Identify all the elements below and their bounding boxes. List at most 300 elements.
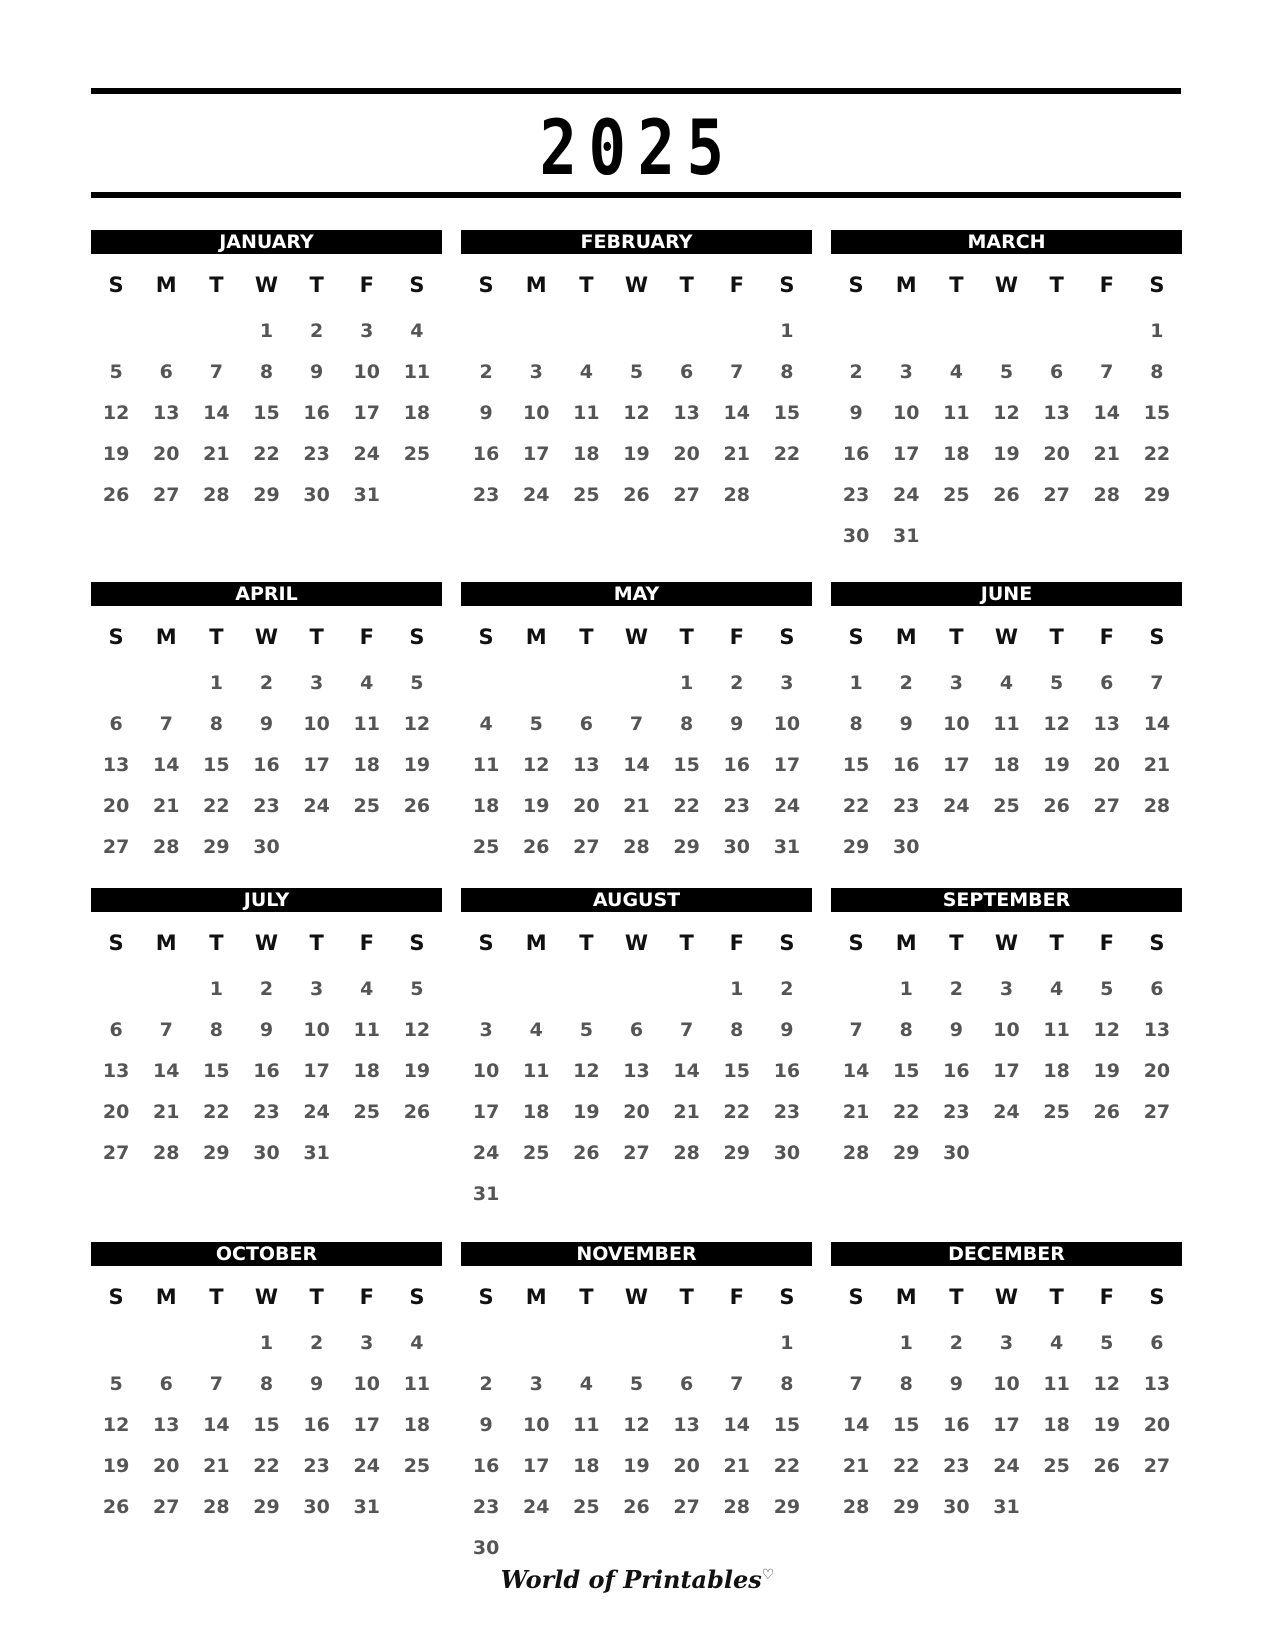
- day-cell: 25: [993, 795, 1020, 817]
- day-cell: 4: [999, 672, 1014, 694]
- week-row: [461, 393, 812, 434]
- day-cell: 11: [573, 402, 600, 424]
- weekday-label: M: [155, 273, 177, 297]
- week-row: [831, 1092, 1182, 1133]
- day-cell: [141, 663, 191, 704]
- day-cell: 1: [780, 1332, 794, 1354]
- day-cell: 22: [842, 795, 870, 817]
- day-cell: 11: [353, 1019, 380, 1041]
- day-cell: [1082, 516, 1132, 557]
- day-cell: 8: [780, 361, 794, 383]
- day-cell: 4: [410, 320, 424, 342]
- day-cell: 24: [522, 1496, 550, 1518]
- day-cell: 17: [993, 1060, 1020, 1082]
- day-grid: [461, 663, 812, 868]
- day-cell: 13: [1093, 713, 1120, 735]
- weekday-label: M: [525, 273, 547, 297]
- day-cell: 10: [303, 713, 330, 735]
- week-row: [91, 1446, 442, 1487]
- day-cell: 9: [259, 713, 274, 735]
- week-row: [461, 1364, 812, 1405]
- day-cell: 27: [1093, 795, 1120, 817]
- day-cell: 18: [403, 1414, 431, 1436]
- day-cell: [561, 969, 611, 1010]
- day-cell: 21: [842, 1101, 870, 1123]
- week-row: [831, 663, 1182, 704]
- weekday-label: S: [779, 931, 795, 955]
- weekday-label: T: [579, 625, 594, 649]
- day-cell: 22: [892, 1101, 920, 1123]
- day-cell: 15: [892, 1060, 920, 1082]
- day-cell: 12: [1093, 1373, 1120, 1395]
- weekday-label: M: [525, 931, 547, 955]
- day-cell: 31: [892, 525, 920, 547]
- day-cell: 20: [152, 1455, 180, 1477]
- month-october: [91, 1242, 442, 1528]
- day-cell: 19: [102, 1455, 130, 1477]
- day-cell: 25: [1043, 1455, 1070, 1477]
- day-cell: [91, 969, 141, 1010]
- weekday-label: S: [108, 625, 124, 649]
- weekday-label: T: [209, 625, 224, 649]
- weekday-label: W: [994, 625, 1019, 649]
- day-cell: [981, 311, 1031, 352]
- day-cell: 29: [723, 1142, 750, 1164]
- day-cell: 6: [1100, 672, 1114, 694]
- day-cell: 21: [723, 443, 750, 465]
- week-row: [461, 1133, 812, 1174]
- top-rule: [91, 88, 1181, 94]
- week-row: [91, 786, 442, 827]
- day-cell: 5: [629, 361, 644, 383]
- day-cell: 4: [410, 1332, 424, 1354]
- day-cell: 26: [1093, 1455, 1120, 1477]
- day-cell: 9: [259, 1019, 274, 1041]
- week-row: [461, 827, 812, 868]
- day-cell: 1: [849, 672, 863, 694]
- day-cell: 31: [773, 836, 801, 858]
- day-cell: 24: [892, 484, 920, 506]
- day-cell: 7: [849, 1373, 863, 1395]
- day-cell: 23: [943, 1455, 970, 1477]
- day-cell: 25: [522, 1142, 550, 1164]
- weekday-label: W: [254, 273, 279, 297]
- day-cell: 27: [102, 1142, 130, 1164]
- day-cell: 26: [1043, 795, 1070, 817]
- week-row: [831, 1446, 1182, 1487]
- weekday-label: T: [1049, 1285, 1064, 1309]
- day-cell: 1: [209, 672, 223, 694]
- day-cell: 7: [1150, 672, 1164, 694]
- week-row: [831, 1010, 1182, 1051]
- week-row: [91, 1323, 442, 1364]
- weekday-label: T: [949, 931, 964, 955]
- day-cell: [981, 1133, 1031, 1174]
- week-row: [91, 1051, 442, 1092]
- day-cell: [292, 827, 342, 868]
- weekday-label: S: [409, 1285, 425, 1309]
- day-cell: 14: [152, 754, 180, 776]
- day-cell: 19: [403, 1060, 431, 1082]
- day-cell: [561, 663, 611, 704]
- brand-logo: [0, 1565, 1275, 1594]
- day-cell: [191, 1323, 241, 1364]
- day-cell: 2: [310, 320, 324, 342]
- day-cell: [561, 1528, 611, 1569]
- day-cell: 6: [1150, 1332, 1164, 1354]
- weekday-label: M: [155, 1285, 177, 1309]
- day-cell: 18: [1043, 1060, 1070, 1082]
- week-row: [91, 1133, 442, 1174]
- day-cell: [662, 1323, 712, 1364]
- day-cell: 7: [1100, 361, 1114, 383]
- week-row: [831, 827, 1182, 868]
- day-cell: 1: [259, 1332, 274, 1354]
- month-title: MAY: [461, 582, 812, 606]
- day-cell: 3: [999, 978, 1014, 1000]
- day-cell: 20: [102, 795, 130, 817]
- day-cell: 6: [680, 361, 694, 383]
- day-cell: 10: [943, 713, 970, 735]
- day-cell: 19: [623, 443, 650, 465]
- day-cell: 8: [899, 1019, 913, 1041]
- month-title: MARCH: [831, 230, 1182, 254]
- month-title: NOVEMBER: [461, 1242, 812, 1266]
- weekday-label: T: [1049, 931, 1064, 955]
- weekday-label: F: [359, 625, 374, 649]
- month-title: JUNE: [831, 582, 1182, 606]
- day-cell: 21: [723, 1455, 750, 1477]
- day-cell: 23: [723, 795, 750, 817]
- week-row: [461, 475, 812, 516]
- day-cell: 9: [899, 713, 913, 735]
- day-cell: 17: [472, 1101, 500, 1123]
- month-title: OCTOBER: [91, 1242, 442, 1266]
- day-cell: 14: [842, 1414, 870, 1436]
- day-cell: 22: [773, 443, 801, 465]
- day-cell: 18: [943, 443, 970, 465]
- day-cell: 31: [353, 484, 380, 506]
- day-cell: 5: [410, 978, 424, 1000]
- day-cell: 17: [773, 754, 801, 776]
- day-cell: 5: [999, 361, 1014, 383]
- day-grid: [461, 1323, 812, 1569]
- day-cell: 9: [479, 402, 493, 424]
- day-cell: 23: [253, 1101, 280, 1123]
- day-cell: 15: [253, 1414, 280, 1436]
- day-cell: 20: [152, 443, 180, 465]
- day-cell: [511, 1323, 561, 1364]
- day-cell: [1132, 1487, 1182, 1528]
- week-row: [91, 745, 442, 786]
- week-row: [831, 745, 1182, 786]
- weekday-label: T: [949, 273, 964, 297]
- day-cell: 9: [849, 402, 863, 424]
- week-row: [831, 704, 1182, 745]
- day-cell: 12: [573, 1060, 600, 1082]
- day-cell: 19: [1093, 1414, 1120, 1436]
- day-cell: 13: [152, 1414, 180, 1436]
- day-cell: 18: [573, 443, 600, 465]
- weekday-header: [461, 271, 812, 299]
- day-cell: 3: [479, 1019, 493, 1041]
- day-cell: 16: [253, 1060, 280, 1082]
- day-cell: 18: [1043, 1414, 1070, 1436]
- day-cell: 18: [353, 1060, 380, 1082]
- weekday-label: W: [254, 625, 279, 649]
- day-grid: [91, 311, 442, 516]
- week-row: [461, 1323, 812, 1364]
- weekday-label: T: [1049, 625, 1064, 649]
- day-cell: 14: [1143, 713, 1171, 735]
- day-cell: 10: [353, 361, 380, 383]
- day-cell: 30: [303, 484, 330, 506]
- day-cell: 22: [203, 795, 230, 817]
- day-cell: [712, 1323, 762, 1364]
- day-cell: 11: [522, 1060, 550, 1082]
- day-cell: 25: [943, 484, 970, 506]
- day-cell: 16: [472, 1455, 500, 1477]
- weekday-label: F: [359, 1285, 374, 1309]
- day-cell: 26: [573, 1142, 600, 1164]
- day-cell: 10: [993, 1019, 1020, 1041]
- day-cell: 30: [943, 1142, 970, 1164]
- weekday-label: S: [409, 625, 425, 649]
- day-cell: 25: [403, 1455, 431, 1477]
- day-cell: [831, 311, 881, 352]
- week-row: [461, 1446, 812, 1487]
- day-cell: 26: [102, 1496, 130, 1518]
- day-cell: [831, 969, 881, 1010]
- day-cell: [141, 1323, 191, 1364]
- weekday-label: F: [1099, 273, 1114, 297]
- week-row: [91, 1010, 442, 1051]
- day-cell: 19: [403, 754, 431, 776]
- day-cell: 25: [472, 836, 500, 858]
- day-grid: [91, 1323, 442, 1528]
- day-cell: 9: [310, 1373, 324, 1395]
- day-cell: 11: [403, 361, 431, 383]
- day-cell: 26: [1093, 1101, 1120, 1123]
- day-cell: 2: [479, 361, 493, 383]
- day-cell: 1: [1150, 320, 1164, 342]
- day-cell: 28: [723, 484, 750, 506]
- month-title: AUGUST: [461, 888, 812, 912]
- week-row: [831, 311, 1182, 352]
- day-cell: 24: [993, 1455, 1020, 1477]
- day-cell: 17: [303, 754, 330, 776]
- weekday-label: F: [729, 273, 744, 297]
- day-cell: 9: [310, 361, 324, 383]
- week-row: [91, 827, 442, 868]
- week-row: [831, 1051, 1182, 1092]
- day-cell: 19: [1043, 754, 1070, 776]
- day-cell: 20: [673, 1455, 700, 1477]
- day-cell: [511, 663, 561, 704]
- day-cell: 21: [203, 1455, 230, 1477]
- week-row: [831, 475, 1182, 516]
- day-cell: 19: [993, 443, 1020, 465]
- day-cell: 6: [629, 1019, 644, 1041]
- day-cell: 22: [1143, 443, 1171, 465]
- day-cell: 21: [152, 1101, 180, 1123]
- day-cell: 30: [773, 1142, 801, 1164]
- day-cell: 14: [152, 1060, 180, 1082]
- day-cell: 3: [360, 1332, 374, 1354]
- day-cell: 12: [102, 402, 130, 424]
- week-row: [461, 663, 812, 704]
- day-cell: 2: [949, 978, 963, 1000]
- month-november: [461, 1242, 812, 1569]
- day-cell: 29: [203, 1142, 230, 1164]
- day-cell: 25: [573, 1496, 600, 1518]
- weekday-label: S: [478, 931, 494, 955]
- day-cell: 1: [899, 978, 913, 1000]
- day-cell: 14: [842, 1060, 870, 1082]
- day-cell: [1132, 827, 1182, 868]
- day-grid: [461, 969, 812, 1215]
- weekday-label: F: [729, 625, 744, 649]
- weekday-label: W: [254, 931, 279, 955]
- day-cell: 16: [303, 402, 330, 424]
- day-cell: 27: [152, 1496, 180, 1518]
- day-cell: 11: [1043, 1019, 1070, 1041]
- day-cell: 11: [472, 754, 500, 776]
- week-row: [831, 1405, 1182, 1446]
- day-cell: [712, 1174, 762, 1215]
- day-cell: 15: [1143, 402, 1171, 424]
- day-cell: 6: [109, 1019, 123, 1041]
- day-cell: 27: [1043, 484, 1070, 506]
- day-cell: 8: [259, 1373, 274, 1395]
- day-cell: 12: [403, 1019, 431, 1041]
- day-cell: [1032, 1133, 1082, 1174]
- day-cell: [762, 475, 812, 516]
- day-grid: [91, 663, 442, 868]
- day-cell: [1082, 827, 1132, 868]
- day-cell: [392, 475, 442, 516]
- day-cell: 3: [529, 361, 543, 383]
- weekday-label: T: [309, 625, 324, 649]
- day-cell: 12: [993, 402, 1020, 424]
- day-cell: [1032, 1487, 1082, 1528]
- day-cell: 15: [723, 1060, 750, 1082]
- week-row: [91, 475, 442, 516]
- weekday-header: [461, 623, 812, 651]
- day-cell: 28: [152, 1142, 180, 1164]
- day-cell: 16: [253, 754, 280, 776]
- month-january: [91, 230, 442, 516]
- day-cell: 13: [1143, 1019, 1171, 1041]
- day-cell: [931, 827, 981, 868]
- day-cell: [1032, 516, 1082, 557]
- day-cell: 22: [723, 1101, 750, 1123]
- day-cell: 6: [159, 1373, 173, 1395]
- weekday-label: W: [254, 1285, 279, 1309]
- weekday-label: T: [579, 931, 594, 955]
- weekday-label: M: [155, 931, 177, 955]
- day-cell: 30: [472, 1537, 500, 1559]
- day-cell: 2: [899, 672, 913, 694]
- weekday-label: S: [108, 931, 124, 955]
- weekday-header: [831, 1283, 1182, 1311]
- day-cell: [141, 969, 191, 1010]
- day-cell: 28: [203, 484, 230, 506]
- day-cell: [611, 311, 661, 352]
- day-cell: [191, 311, 241, 352]
- week-row: [461, 1010, 812, 1051]
- day-cell: 2: [310, 1332, 324, 1354]
- day-cell: 29: [253, 1496, 280, 1518]
- week-row: [91, 663, 442, 704]
- day-cell: 16: [773, 1060, 801, 1082]
- day-cell: 23: [773, 1101, 801, 1123]
- day-cell: 22: [773, 1455, 801, 1477]
- day-cell: 27: [673, 1496, 700, 1518]
- weekday-label: T: [579, 1285, 594, 1309]
- day-grid: [831, 311, 1182, 557]
- day-cell: [392, 1133, 442, 1174]
- heart-icon: ♡: [761, 1567, 775, 1583]
- weekday-label: W: [624, 931, 649, 955]
- weekday-label: F: [1099, 625, 1114, 649]
- day-cell: [392, 1487, 442, 1528]
- day-grid: [91, 969, 442, 1174]
- day-cell: 12: [1043, 713, 1070, 735]
- day-cell: 14: [723, 402, 750, 424]
- week-row: [461, 1405, 812, 1446]
- day-cell: [1032, 827, 1082, 868]
- week-row: [831, 434, 1182, 475]
- day-cell: 12: [1093, 1019, 1120, 1041]
- day-cell: 28: [842, 1142, 870, 1164]
- day-cell: [1032, 311, 1082, 352]
- weekday-label: M: [895, 931, 917, 955]
- day-cell: 3: [999, 1332, 1014, 1354]
- day-cell: 4: [360, 978, 374, 1000]
- bottom-rule: [91, 192, 1181, 198]
- week-row: [831, 516, 1182, 557]
- week-row: [461, 1174, 812, 1215]
- week-row: [91, 311, 442, 352]
- day-cell: 15: [773, 1414, 801, 1436]
- day-cell: 8: [259, 361, 274, 383]
- day-cell: 21: [673, 1101, 700, 1123]
- day-cell: 13: [573, 754, 600, 776]
- month-title: JANUARY: [91, 230, 442, 254]
- day-cell: 11: [1043, 1373, 1070, 1395]
- day-cell: [1132, 1133, 1182, 1174]
- day-cell: 4: [479, 713, 493, 735]
- day-cell: 19: [573, 1101, 600, 1123]
- day-cell: 10: [522, 402, 550, 424]
- day-cell: 23: [472, 1496, 500, 1518]
- weekday-label: T: [679, 1285, 694, 1309]
- day-cell: 15: [773, 402, 801, 424]
- weekday-label: W: [994, 273, 1019, 297]
- day-cell: 25: [353, 795, 380, 817]
- day-cell: 27: [1143, 1455, 1171, 1477]
- day-cell: 28: [1143, 795, 1171, 817]
- day-cell: 31: [303, 1142, 330, 1164]
- month-title: JULY: [91, 888, 442, 912]
- week-row: [461, 1487, 812, 1528]
- day-cell: [662, 1174, 712, 1215]
- day-cell: [561, 1323, 611, 1364]
- day-cell: 11: [943, 402, 970, 424]
- month-title: DECEMBER: [831, 1242, 1182, 1266]
- day-cell: 5: [629, 1373, 644, 1395]
